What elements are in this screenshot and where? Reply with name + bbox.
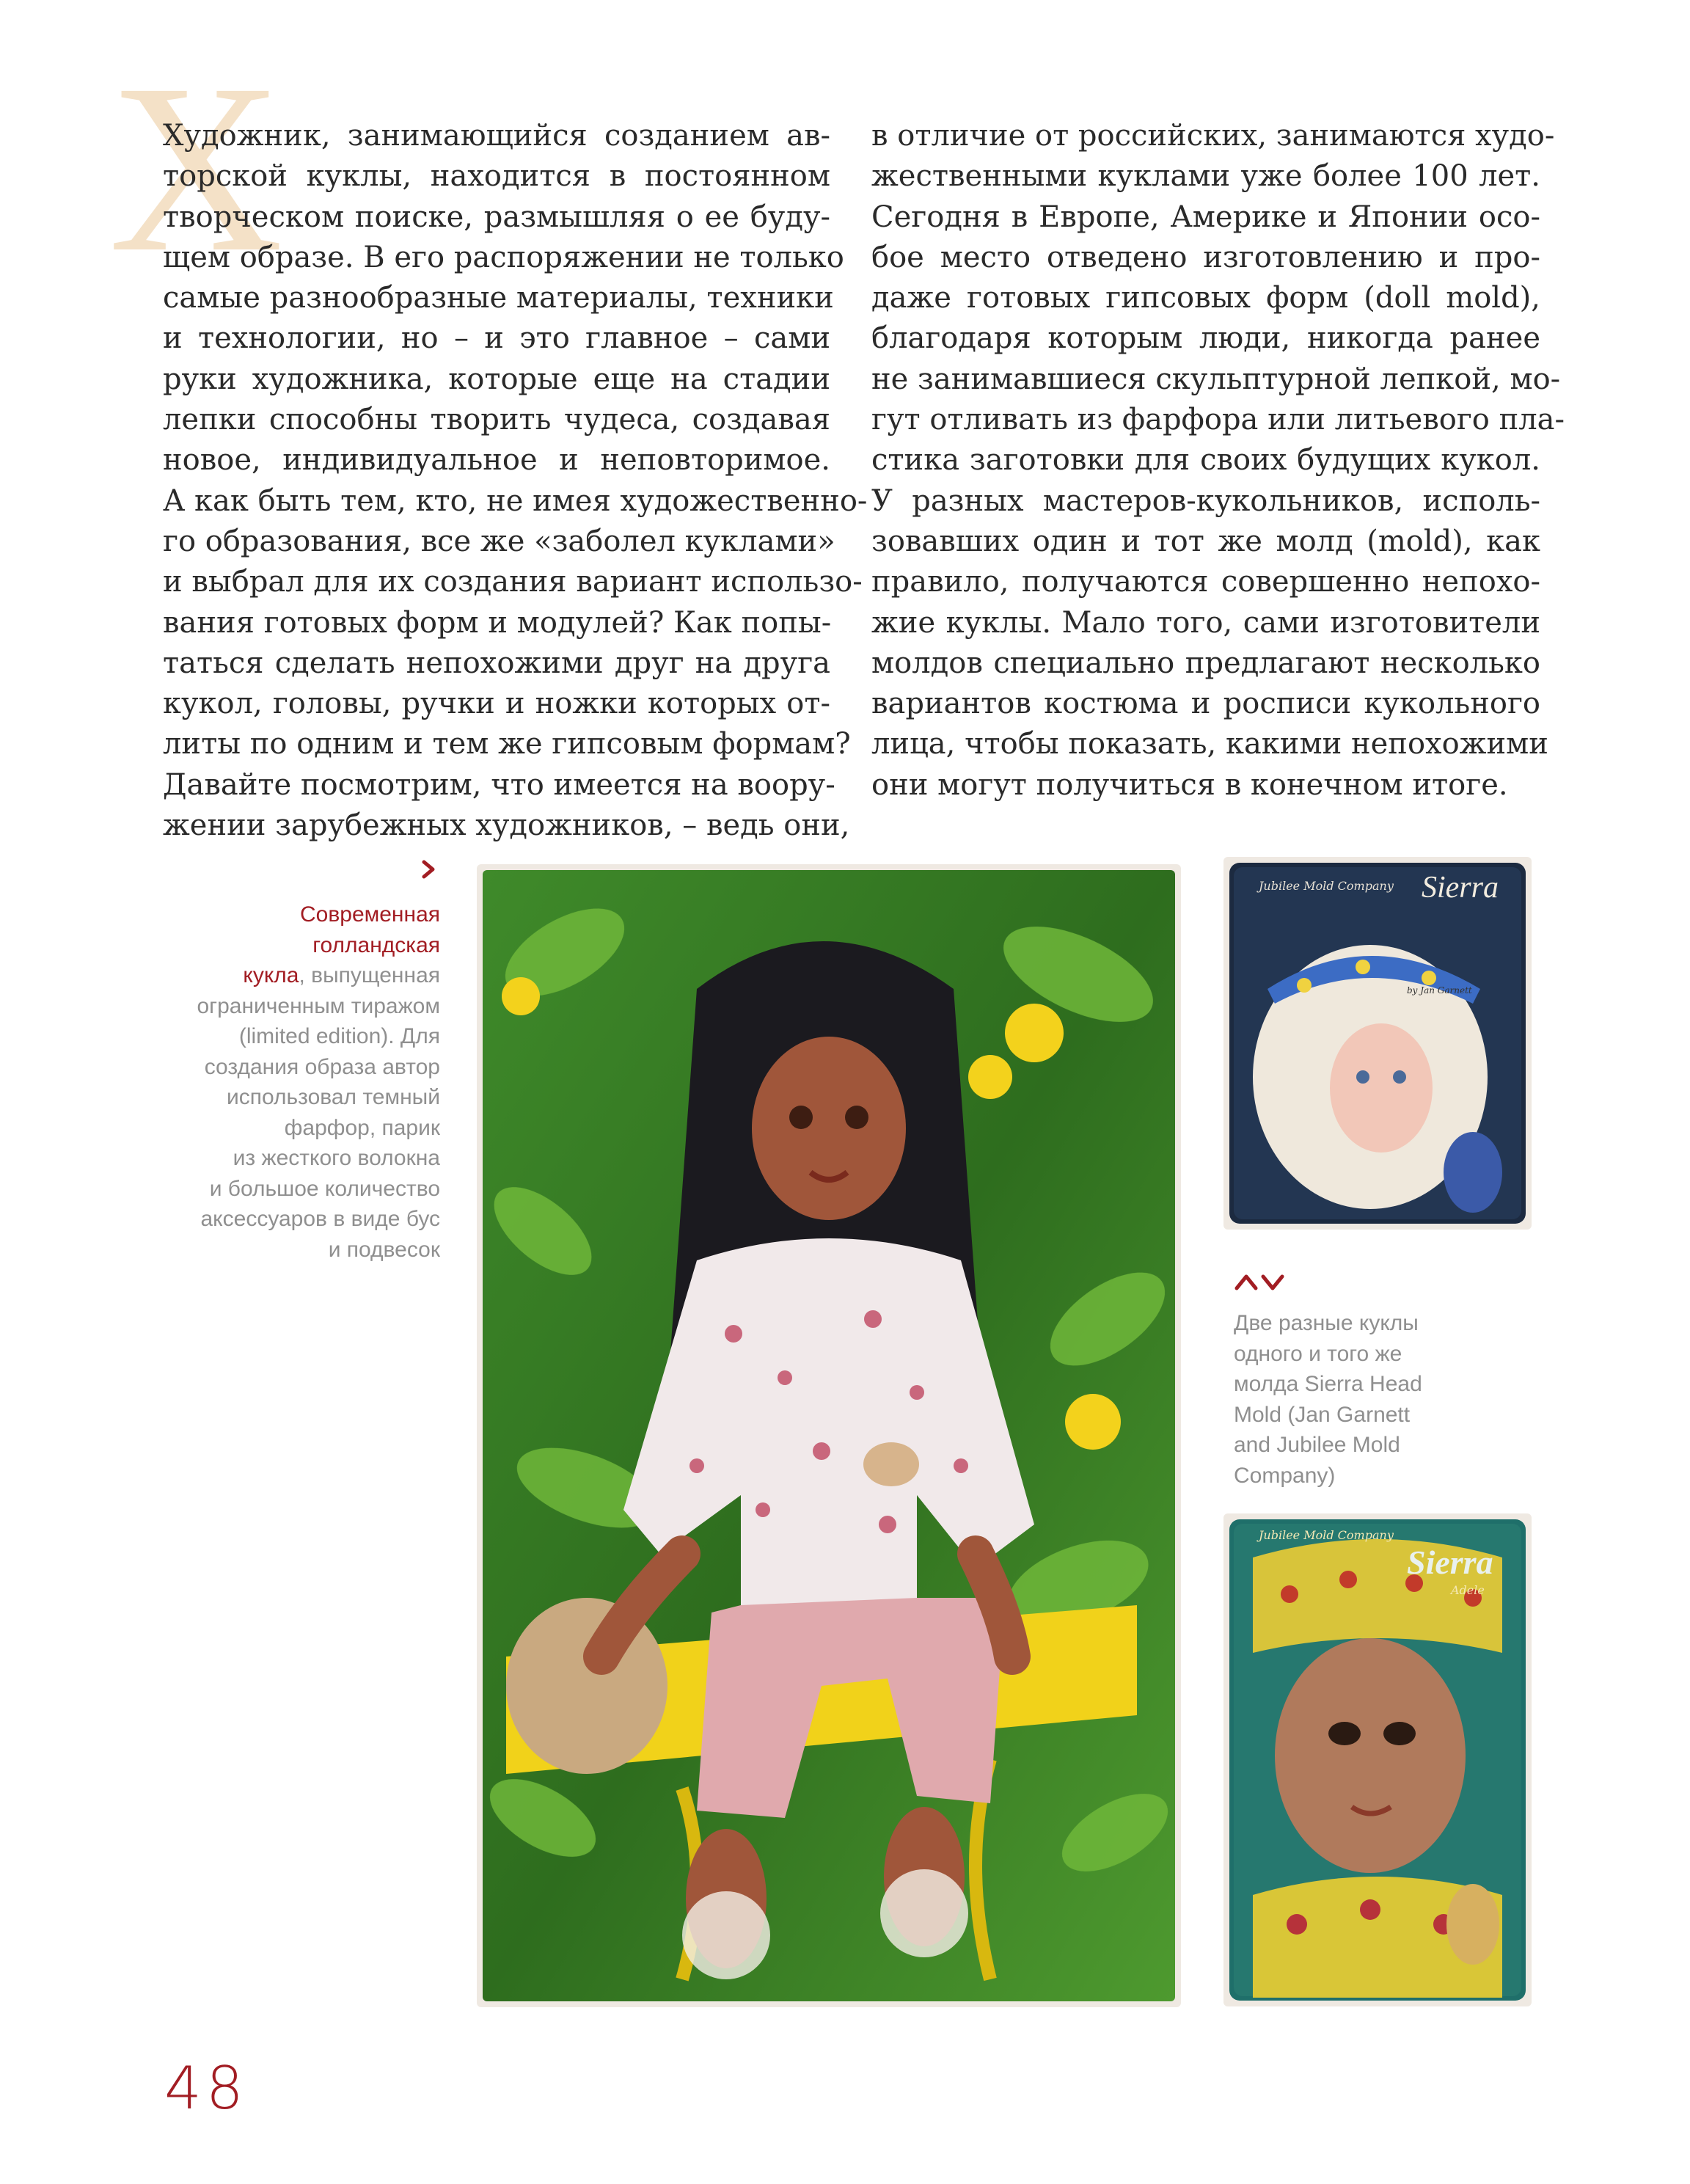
col1-line: А как быть тем, кто, не имея художественно- [163, 483, 868, 518]
caption-right-line-4: Mold (Jan Garnett [1234, 1402, 1411, 1427]
sierra-doll-photo-2 [1223, 1513, 1532, 2006]
sierra2-title: Sierra [1407, 1544, 1493, 1581]
caption-left-highlight-2: голландская [312, 932, 440, 957]
col2-line: лица, чтобы показать, какими непохожими [871, 727, 1548, 762]
col1-line: и технологии, но – и это главное – сами [163, 321, 830, 356]
caption-right-line-1: Две разные куклы [1234, 1311, 1419, 1335]
sierra1-brand: Jubilee Mold Company [1259, 879, 1394, 893]
caption-left-highlight-3: кукла [243, 963, 299, 987]
text-column-2 [871, 116, 1565, 806]
caption-left [169, 899, 440, 1265]
col1-line: руки художника, которые еще на стадии [163, 362, 830, 396]
sierra2-sub: Adele [1451, 1583, 1485, 1597]
page-number: 48 [164, 2054, 248, 2122]
col2-line: стика заготовки для своих будущих кукол. [871, 443, 1540, 478]
col2-line: благодаря которым люди, никогда ранее [871, 321, 1540, 356]
col1-line: Давайте посмотрим, что имеется на воору- [163, 767, 835, 802]
col2-line: жие куклы. Мало того, сами изготовители [871, 605, 1540, 640]
col2-line: зовавших один и тот же молд (mold), как [871, 524, 1540, 558]
caption-left-line-5: использовал темный [227, 1085, 440, 1109]
col2-line: вариантов костюма и росписи кукольного [871, 687, 1540, 721]
sierra-doll-photo-1 [1223, 857, 1532, 1230]
caption-left-line-3: (limited edition). Для [238, 1024, 440, 1048]
col2-line: гут отливать из фарфора или литьевого пла- [871, 403, 1565, 437]
caption-right-line-3: молда Sierra Head [1234, 1372, 1422, 1396]
caption-left-line-2: ограниченным тиражом [197, 993, 440, 1018]
col1-line: творческом поиске, размышляя о ее буду- [163, 200, 830, 234]
caption-right [1234, 1308, 1498, 1491]
col1-line: Художник, занимающийся созданием ав- [163, 119, 830, 153]
col2-line: в отличие от российских, занимаются худо- [871, 119, 1555, 153]
col2-line: бое место отведено изготовлению и про- [871, 240, 1540, 274]
caption-right-line-2: одного и того же [1234, 1341, 1402, 1366]
col2-line: молдов специально предлагают несколько [871, 646, 1540, 680]
caption-right-line-5: and Jubilee Mold [1234, 1433, 1400, 1457]
sierra1-small: by Jan Garnett [1407, 985, 1472, 996]
caption-left-line-9: аксессуаров в виде бус [200, 1207, 440, 1231]
col1-line: торской куклы, находится в постоянном [163, 159, 830, 194]
col2-line: правило, получаются совершенно непохо- [871, 565, 1540, 599]
caption-right-line-6: Company) [1234, 1463, 1336, 1488]
drop-cap: Х [109, 34, 284, 302]
col1-line: кукол, головы, ручки и ножки которых от- [163, 687, 830, 721]
col1-line: го образования, все же «заболел куклами» [163, 524, 835, 558]
caption-left-line-8: и большое количество [209, 1176, 440, 1201]
col2-line: они могут получиться в конечном итоге. [871, 767, 1508, 802]
text-column-1 [163, 116, 868, 846]
col1-line: самые разнообразные материалы, техники [163, 281, 834, 315]
sierra1-title: Sierra [1422, 871, 1499, 905]
col1-line: щем образе. В его распоряжении не только [163, 240, 844, 274]
caption-left-line-6: фарфор, парик [284, 1115, 440, 1140]
col1-line: и выбрал для их создания вариант использо- [163, 565, 863, 599]
col2-line: не занимавшиеся скульптурной лепкой, мо- [871, 362, 1561, 396]
caption-left-highlight-1: Современная [299, 902, 440, 927]
caption-left-line-7: из жесткого волокна [233, 1146, 440, 1170]
col1-line: вания готовых форм и модулей? Как попы- [163, 605, 832, 640]
caption-left-line-1: , выпущенная [299, 963, 440, 987]
col1-line: новое, индивидуальное и неповторимое. [163, 443, 830, 478]
col1-line: лепки способны творить чудеса, создавая [163, 403, 830, 437]
sierra2-brand: Jubilee Mold Company [1259, 1528, 1394, 1542]
col2-line: жественными куклами уже более 100 лет. [871, 159, 1540, 194]
chevron-up-down-icon [1234, 1269, 1285, 1294]
doll-photo-main [477, 864, 1181, 2007]
col2-line: У разных мастеров-кукольников, исполь- [871, 483, 1540, 518]
col1-line: жении зарубежных художников, – ведь они, [163, 808, 850, 843]
col2-line: Сегодня в Европе, Америке и Японии осо- [871, 200, 1540, 234]
col1-line: таться сделать непохожими друг на друга [163, 646, 830, 680]
caption-left-line-10: и подвесок [328, 1237, 440, 1262]
col1-line: литы по одним и тем же гипсовым формам? [163, 727, 851, 762]
caption-left-line-4: создания образа автор [204, 1054, 440, 1079]
chevron-right-icon [420, 860, 439, 879]
col2-line: даже готовых гипсовых форм (doll mold), [871, 281, 1540, 315]
